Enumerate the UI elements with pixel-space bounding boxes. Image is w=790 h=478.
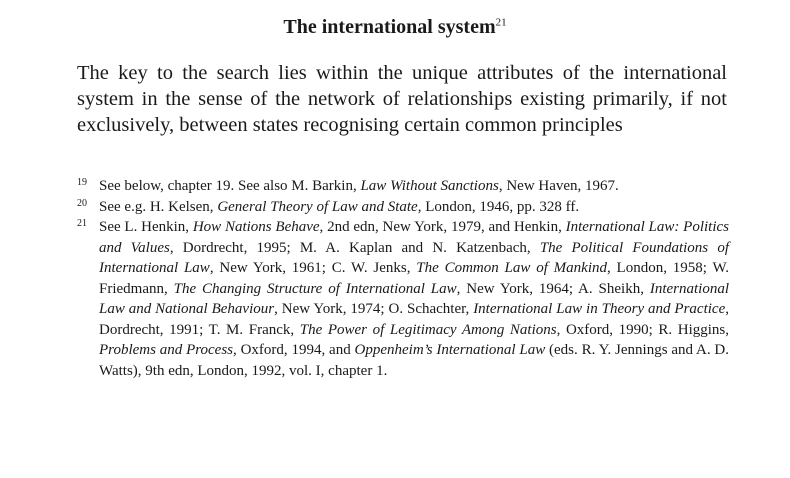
- footnotes: [77, 176, 729, 381]
- cited-title: International Law in Theory and Practice: [473, 301, 726, 317]
- footnote-fragment: , London, 1958; W. Friedmann,: [99, 260, 729, 297]
- footnote-fragment: (eds. R. Y. Jennings and A. D. Watts), 9th edn, London, 1992, vol. I, chapter 1.: [99, 342, 729, 379]
- footnote-number: 19: [77, 177, 87, 188]
- footnote-reference: 21: [495, 16, 507, 29]
- cited-title: The Common Law of Mankind: [416, 260, 607, 276]
- footnote-number: 20: [77, 197, 87, 209]
- footnote-fragment: See L. Henkin,: [99, 219, 193, 235]
- cited-title: The Power of Legitimacy Among Nations: [299, 321, 557, 338]
- footnote-fragment: , New York, 1964; A. Sheikh,: [456, 280, 650, 297]
- cited-title: The Political Foundations of International Law: [99, 239, 729, 276]
- footnote-fragment: , New York, 1961; C. W. Jenks,: [209, 260, 417, 276]
- cited-title: General Theory of Law and State: [217, 198, 418, 215]
- footnote-fragment: See e.g. H. Kelsen,: [99, 198, 218, 215]
- footnote-fragment: , New York, 1974; O. Schachter,: [274, 301, 474, 317]
- footnote-text: [99, 197, 729, 218]
- cited-title: Problems and Process: [99, 342, 234, 358]
- footnote-fragment: , New Haven, 1967.: [498, 178, 619, 194]
- cited-title: The Changing Structure of International Law: [173, 280, 457, 297]
- footnote-text: [99, 217, 729, 381]
- cited-title: International Law: Politics and Values: [99, 219, 729, 256]
- section-title: The international system: [283, 16, 496, 38]
- footnote-fragment: , 2nd edn, New York, 1979, and Henkin,: [319, 219, 566, 235]
- footnote-fragment: , Dordrecht, 1995; M. A. Kaplan and N. Katzenbach,: [169, 239, 540, 256]
- section-heading: [0, 16, 790, 39]
- footnote-fragment: , Oxford, 1994, and: [233, 342, 355, 358]
- cited-title: Oppenheim’s International Law: [354, 342, 546, 358]
- footnote-fragment: See below, chapter 19. See also M. Barkin,: [99, 178, 361, 194]
- footnote-number: 21: [77, 218, 87, 229]
- footnote: [77, 217, 729, 381]
- body-paragraph: The key to the search lies within the unique attributes of the international system in the sense of the network of relationships existing primarily, if not exclusively, between states recognising certain common principles: [77, 62, 727, 136]
- footnote-fragment: , Dordrecht, 1991; T. M. Franck,: [99, 301, 729, 338]
- cited-title: How Nations Behave: [192, 219, 320, 235]
- cited-title: International Law and National Behaviour: [99, 280, 729, 317]
- footnote-fragment: , Oxford, 1990; R. Higgins,: [556, 321, 729, 338]
- footnote-fragment: , London, 1946, pp. 328 ff.: [417, 198, 580, 215]
- footnote: [77, 176, 729, 197]
- footnote: [77, 197, 729, 218]
- cited-title: Law Without Sanctions: [360, 178, 499, 194]
- footnote-text: [99, 176, 729, 197]
